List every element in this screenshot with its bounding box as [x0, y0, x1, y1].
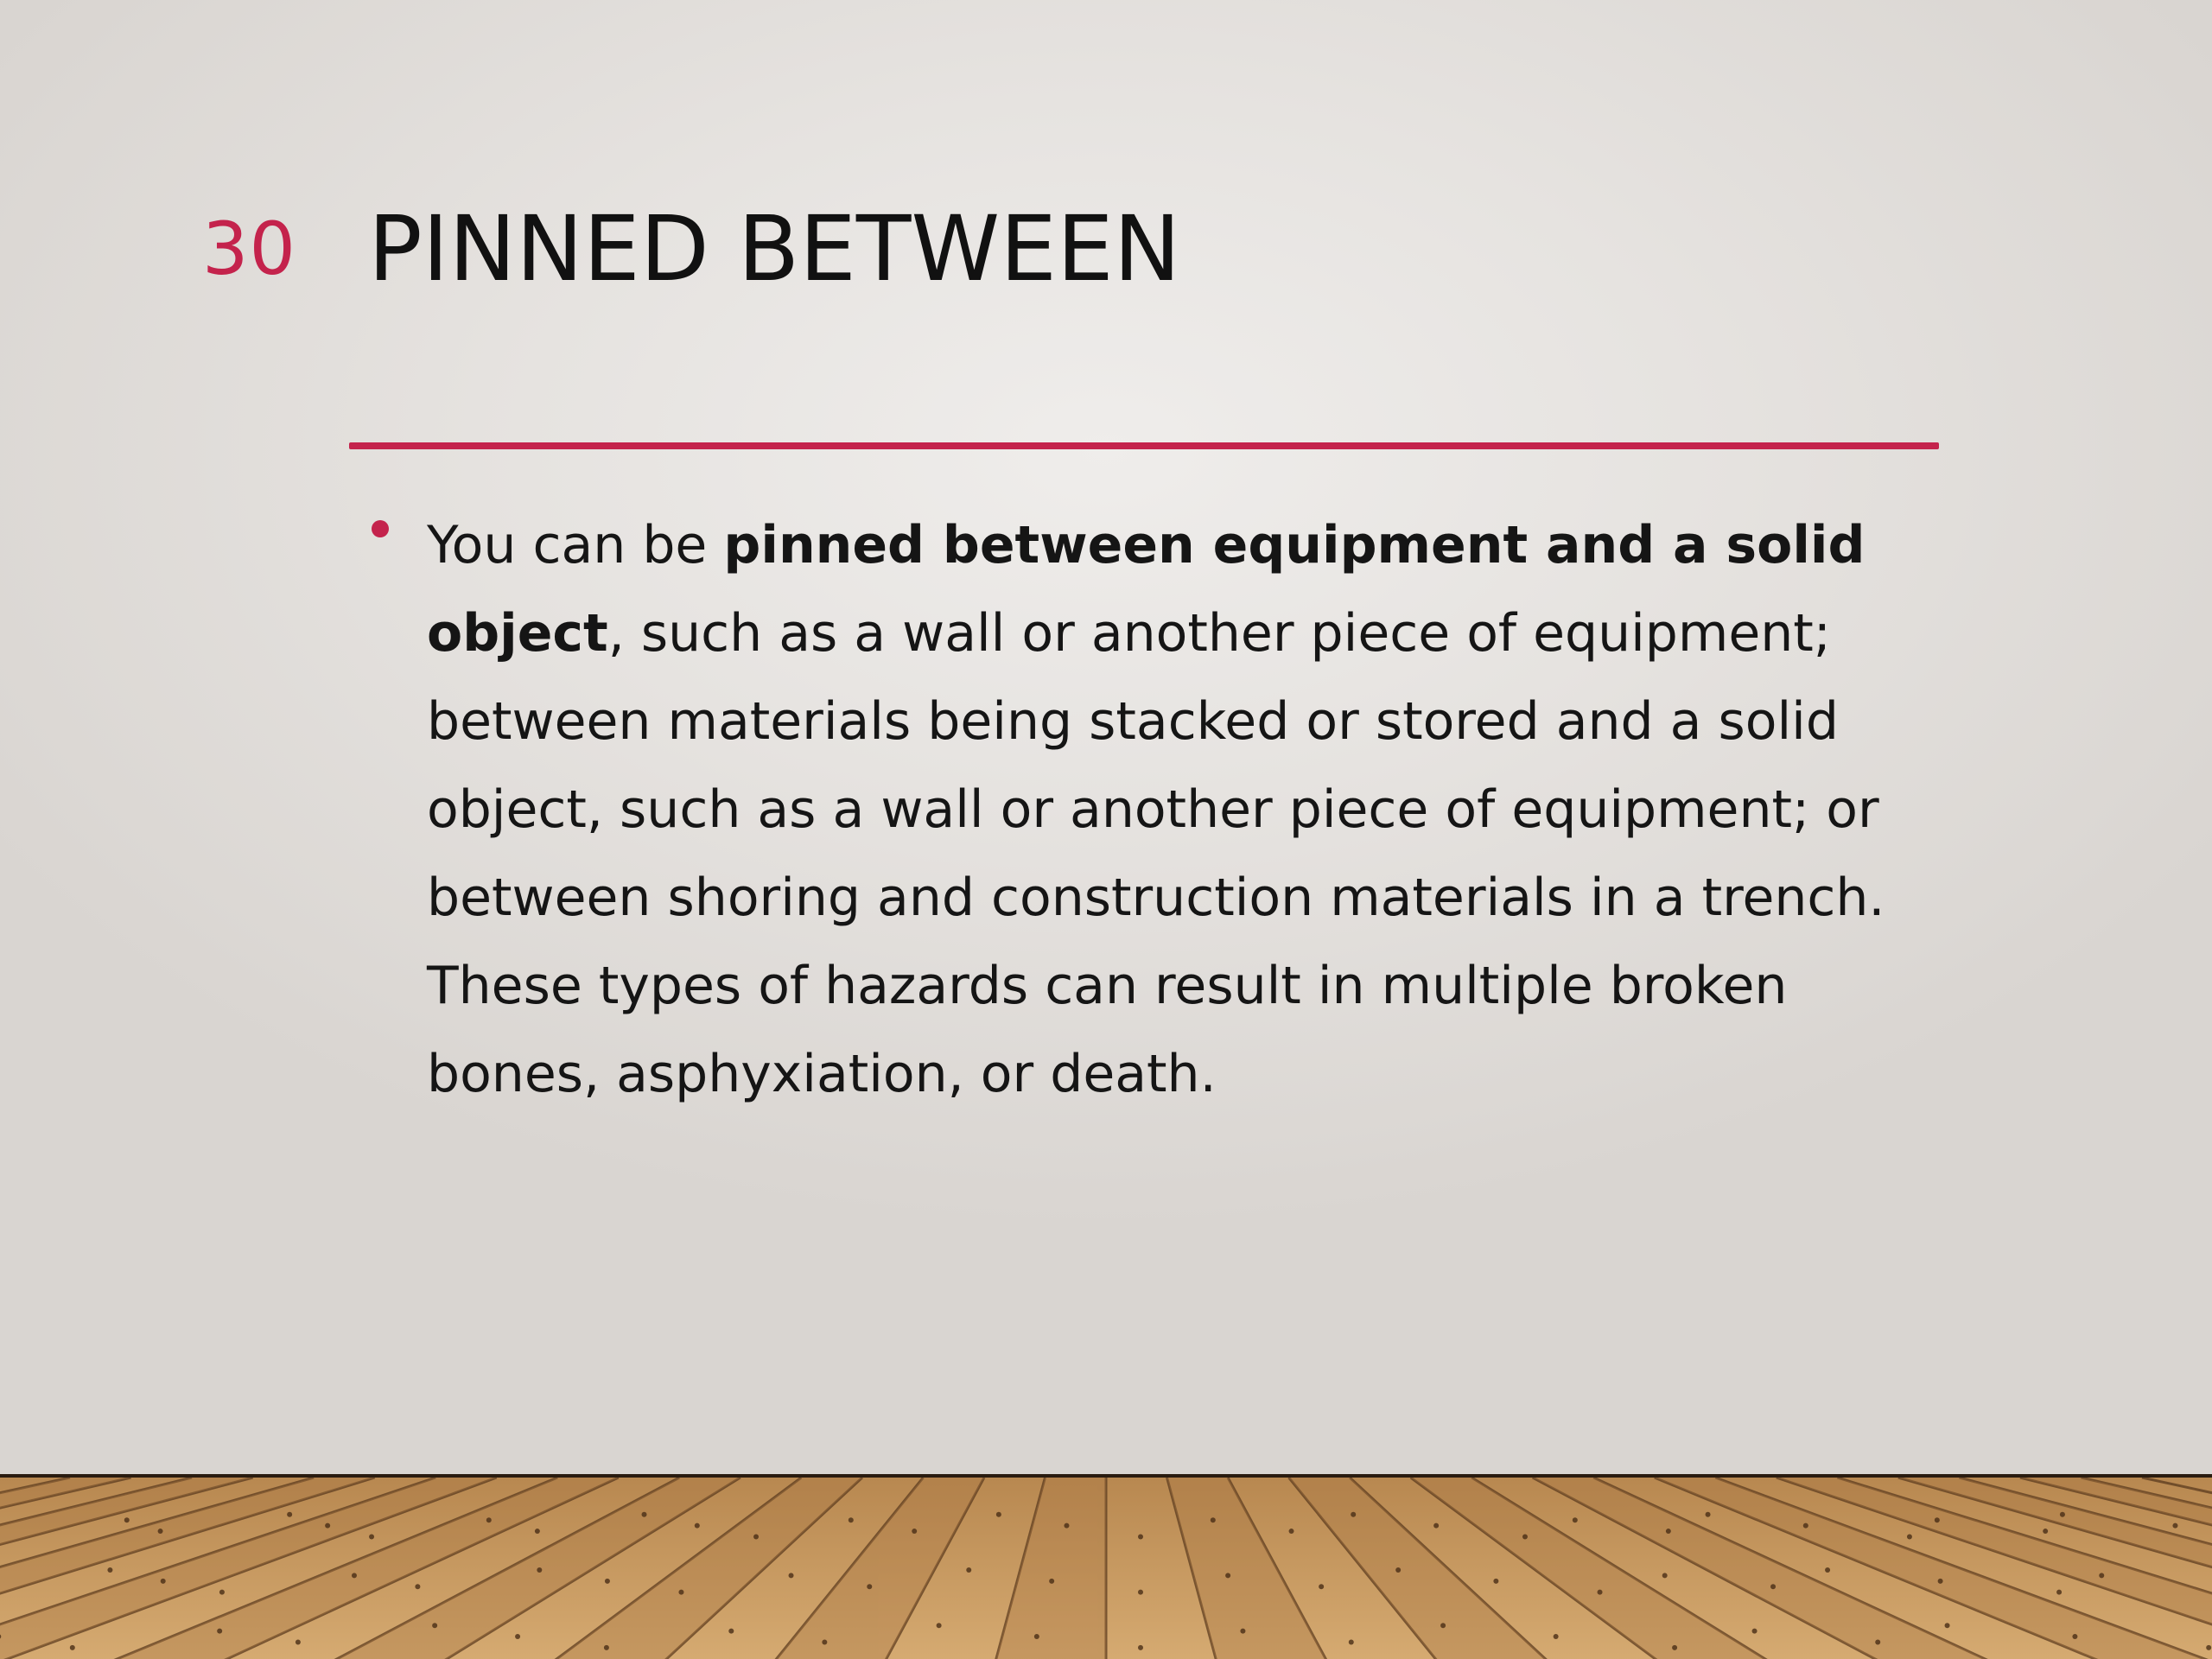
bullet-dot-icon — [372, 520, 389, 537]
bullet-text-rest: , such as a wall or another piece of equipment; between materials being stacked or stored and a solid object, such as a wall or another piece of equipment; or between shoring and construction materials in a trench. These types of hazards can result in multiple broken bones, asphyxiation, or death. — [427, 603, 1885, 1104]
floor-decoration — [0, 1474, 2212, 1659]
slide-title: PINNED BETWEEN — [368, 196, 1181, 302]
slide-number: 30 — [202, 207, 296, 291]
title-underline-divider — [349, 442, 1939, 449]
bullet-paragraph — [427, 501, 1956, 1118]
wood-floor-graphic — [0, 1478, 2212, 1659]
bullet-text-emphasis: pinned between equipment and a solid object — [427, 515, 1866, 664]
bullet-text-prefix: You can be — [427, 515, 724, 575]
